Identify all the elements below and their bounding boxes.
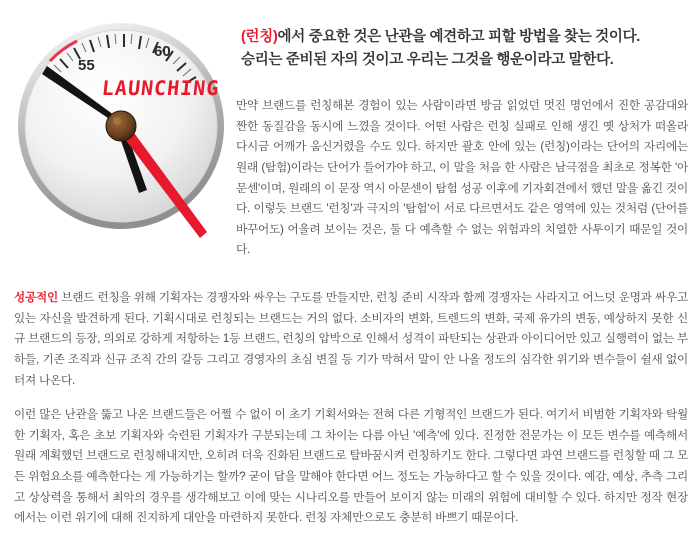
lower-paragraph-1 bbox=[14, 288, 688, 391]
headline-line-2: 승리는 준비된 자의 것이고 우리는 그것을 행운이라고 말한다. bbox=[241, 52, 614, 69]
headline-text bbox=[241, 26, 680, 73]
intro-body-copy bbox=[236, 96, 688, 275]
lower-paragraph-2: 이런 많은 난관을 뚫고 나온 브랜드들은 어쩔 수 없이 이 초기 기획서와는 전혀 다른 기형적인 브랜드가 된다. 여기서 비범한 기획자와 탁월한 기획자, 혹은 초보 기획자와 숙련된 기획자가 구분되는데 그 차이는 다름 아닌 '예측'에 있다. 진정한 전문가는 이 모든 변수를 예측해서 원래 계획했던 브랜드로 런칭해내지만, 오히려 더욱 진화된 브랜드로 탈바꿈시켜 런칭하기도 한다. 그렇다면 과연 브랜드를 런칭할 때 그 모든 위험요소를 예측한다는 게 가능하기는 할까? 굳이 답을 말해야 한다면 어느 정도는 가능하다고 할 수 있을 것이다. 예감, 예상, 추측 그리고 상상력을 통해서 최악의 경우를 생각해보고 이에 맞는 시나리오를 만들어 보이지 않는 미래의 위험에 대비할 수 있다. 하지만 정작 현장에서는 이런 위기에 대해 진지하게 대안을 마련하지 못한다. 런칭 자체만으로도 충분히 바쁘기 때문이다. bbox=[14, 408, 688, 525]
lower-paragraph-1-rest: 브랜드 런칭을 위해 기획자는 경쟁자와 싸우는 구도를 만들지만, 런칭 준비 시작과 함께 경쟁자는 사라지고 어느덧 운명과 싸우고 있는 자신을 발견하게 된다. 기획시대로 런칭되는 브랜드는 거의 없다. 소비자의 변화, 트렌드의 변화, 국제 유가의 변동, 예상하지 못한 신규 브랜드의 등장, 의외로 강하게 저항하는 1등 브랜드, 런칭의 압박으로 인해서 성격이 파탄되는 상관과 아이디어만 있고 실행력이 없는 부하들, 기존 조직과 신규 조직 간의 갈등 그리고 경영자의 초심 변질 등 기가 막혀서 말이 안 나올 정도의 심각한 위기와 변수들이 쉴새 없이 터져 나온다. bbox=[14, 291, 688, 387]
gauge-graphic bbox=[14, 14, 229, 254]
gauge-svg bbox=[14, 14, 229, 254]
lead-word: 성공적인 bbox=[14, 291, 58, 304]
speedometer-gauge-illustration bbox=[14, 14, 229, 254]
intro-paragraph: 만약 브랜드를 런칭해본 경험이 있는 사람이라면 방금 읽었던 멋진 명언에서 진한 공감대와 짠한 동질감을 동시에 느꼈을 것이다. 어떤 사람은 런칭 실패로 인해 생긴 옛 상처가 떠올라 다시금 어깨가 움신거렸을 수도 있다. 하지만 괄호 안에 있는 (런칭)이라는 단어의 자리에는 원래 (탐험)이라는 단어가 들어가야 하고, 이 말을 처음 한 사람은 남극점을 최초로 정복한 '아문센'이며, 원래의 이 문장 역시 아문센이 탐험 성공 이후에 기자회견에서 했던 말을 옮긴 것이다. 이렇듯 브랜드 '런칭'과 극지의 '탐험'이 서로 다르면서도 같은 영역에 있는 것처럼 (단어를 바꾸어도) 어울려 보이는 것은, 둘 다 예측할 수 없는 위험과의 치열한 사투이기 때문일 것이다. bbox=[236, 99, 688, 257]
launching-overlay-text: LAUNCHING bbox=[100, 76, 221, 100]
headline-line-1: 에서 중요한 것은 난관을 예견하고 피할 방법을 찾는 것이다. bbox=[277, 29, 641, 45]
dial-label-55: 55 bbox=[78, 57, 95, 74]
headline-block bbox=[229, 14, 680, 73]
lower-body-copy bbox=[14, 288, 688, 543]
headline-accent: (런칭) bbox=[241, 29, 278, 45]
dial-label-60: 60 bbox=[154, 43, 171, 60]
